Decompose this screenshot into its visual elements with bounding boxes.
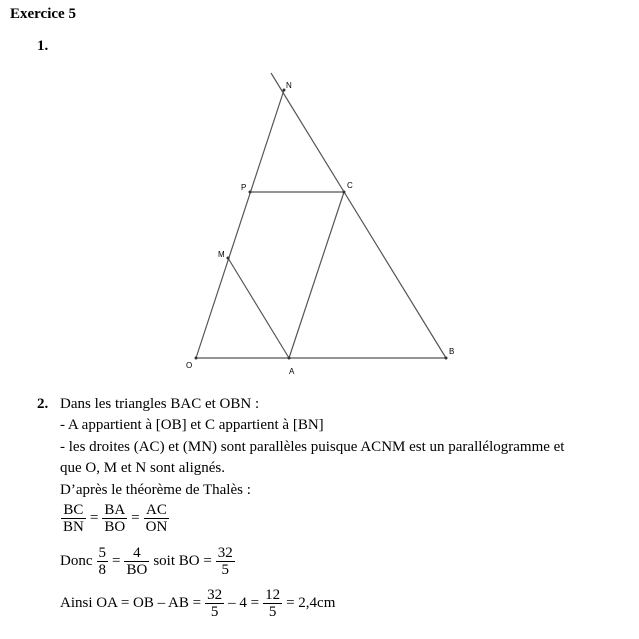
label-o: O [186, 361, 193, 370]
label-b: B [449, 347, 455, 356]
label-n: N [286, 81, 292, 90]
label-m: M [218, 250, 225, 259]
fraction-12-5: $\frac{12}{5}$ [265, 587, 281, 620]
equation-donc: Donc $\frac{5}{8}$ = $\frac{4}{BO}$ soit BO = $\frac{32}{5}$ [60, 545, 233, 578]
fraction-ba-bo: $\frac{BA}{BO}$ [104, 502, 126, 535]
text-line-2: - A appartient à [OB] et C appartient à [BN] [60, 417, 324, 433]
fraction-bc-bn: $\frac{BC}{BN}$ [63, 502, 84, 535]
point-p-marker [249, 191, 252, 194]
segment-ca [289, 192, 344, 358]
point-o-marker [195, 357, 198, 360]
label-a: A [289, 367, 295, 376]
exercise-title: Exercice 5 [10, 6, 76, 22]
question-1-number: 1. [37, 38, 49, 54]
point-m-marker [227, 257, 230, 260]
text-line-1: Dans les triangles BAC et OBN : [60, 396, 260, 412]
fraction-32-5: $\frac{32}{5}$ [217, 545, 233, 578]
segment-nb [271, 73, 446, 358]
point-b-marker [445, 357, 448, 360]
equation-ainsi: Ainsi OA = OB – AB = $\frac{32}{5}$ – 4 = $\frac{12}{5}$ = 2,4cm [60, 587, 336, 620]
point-c-marker [343, 191, 346, 194]
point-a-marker [288, 357, 291, 360]
fraction-4-bo: $\frac{4}{BO}$ [126, 545, 148, 578]
text-line-5: D’après le théorème de Thalès : [60, 482, 251, 498]
label-p: P [241, 183, 247, 192]
fraction-5-8: $\frac{5}{8}$ [98, 545, 106, 578]
fraction-32-5-b: $\frac{32}{5}$ [207, 587, 223, 620]
segment-ma [228, 258, 289, 358]
label-c: C [347, 181, 353, 190]
text-line-3: - les droites (AC) et (MN) sont parallèles puisque ACNM est un parallélogramme et [60, 439, 565, 455]
text-line-4: que O, M et N sont alignés. [60, 460, 225, 476]
segment-on [196, 90, 284, 358]
fraction-ac-on: $\frac{AC}{ON}$ [145, 502, 168, 535]
equation-thales: $\frac{BC}{BN}$ = $\frac{BA}{BO}$ = $\frac{AC}{ON}$ [63, 502, 168, 535]
question-2-number: 2. [37, 396, 49, 412]
